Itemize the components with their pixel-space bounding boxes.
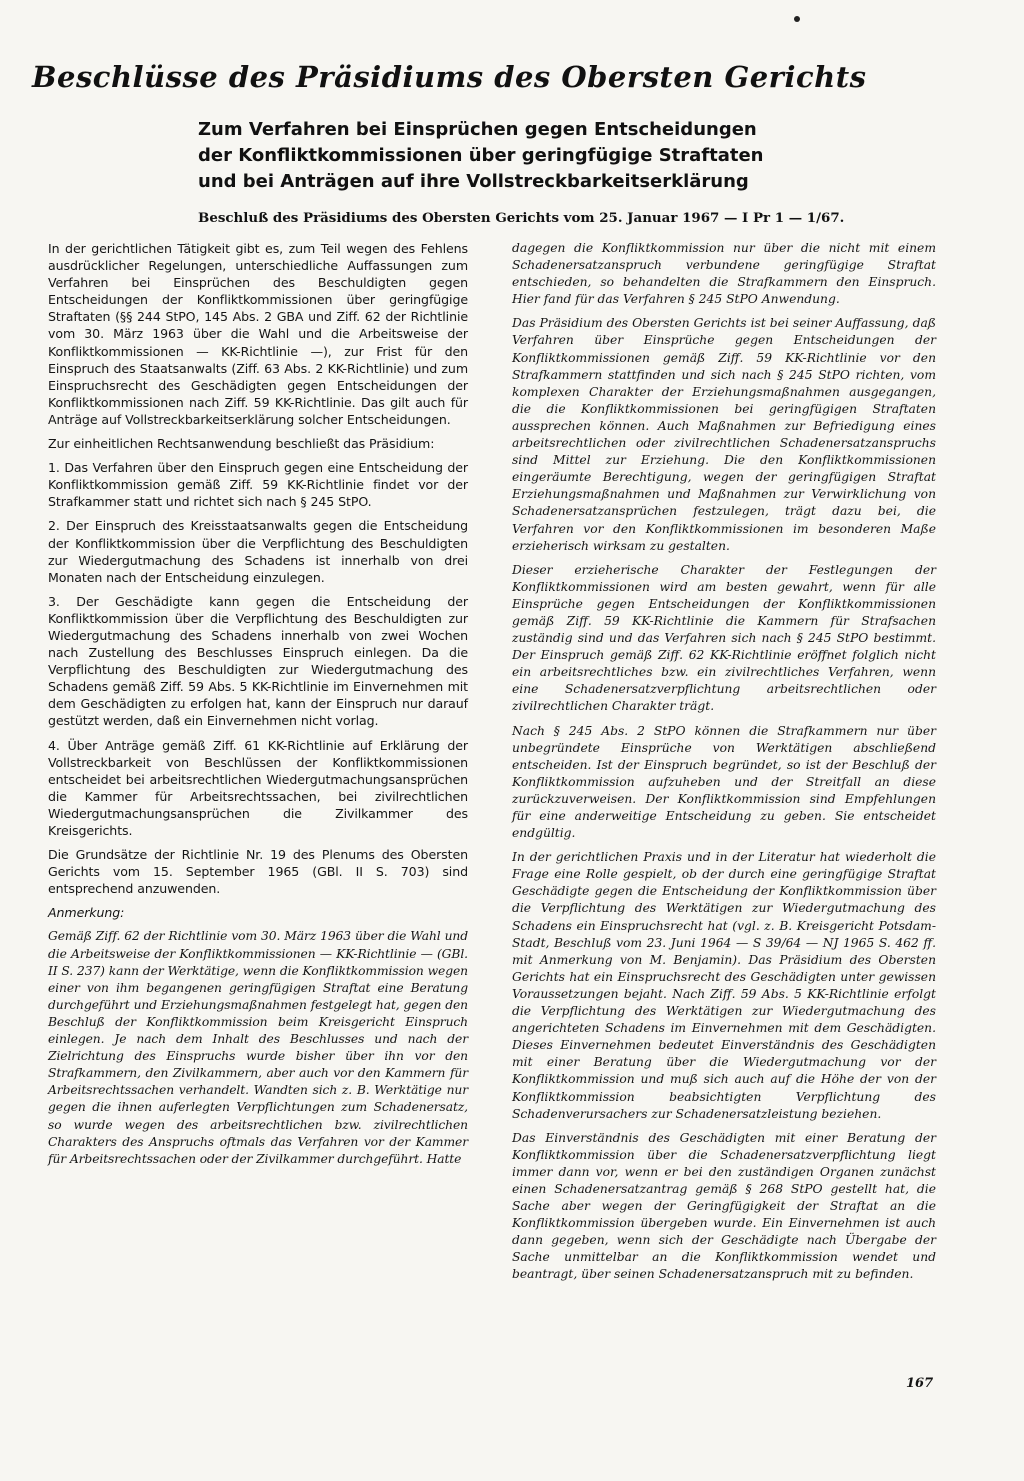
right-paragraph-2: Das Präsidium des Obersten Gerichts ist bei seiner Auffassung, daß Verfahren über Einsprüche gegen Entscheidungen der Konfliktkommissionen gemäß Ziff. 59 KK-Richtlinie vor den Strafkammern stattfinden und sich nach § 245 StPO richten, vom komplexen Charakter der Erziehungsmaßnahmen ausgegangen, die die Konfliktkommissionen bei geringfügigen Straftaten aussprechen können. Auch Maßnahmen zur Befriedigung eines arbeitsrechtlichen oder zivilrechtlichen Schadenersatzanspruchs sind Mittel zur Erziehung. Die den Konfliktkommissionen eingeräumte Berechtigung, wegen der geringfügigen Straftat Erziehungsmaßnahmen und Maßnahmen zur Verwirklichung von Schadenersatzansprüchen festzulegen, trägt dazu bei, die Verfahren vor den Konfliktkommissionen im besonderen Maße erzieherisch wirksam zu gestalten.	[512, 316, 936, 553]
right-paragraph-4: Nach § 245 Abs. 2 StPO können die Strafkammern nur über unbegründete Einsprüche von Werktätigen abschließend entscheiden. Ist der Einspruch begründet, so ist der Beschluß der Konfliktkommission aufzuheben und der Streitfall an diese zurückzuverweisen. Der Konfliktkommission sind Empfehlungen für eine anderweitige Entscheidung zu geben. Sie entscheidet endgültig.	[512, 723, 936, 841]
page-marker-dot	[794, 16, 800, 22]
paragraph-intro: In der gerichtlichen Tätigkeit gibt es, zum Teil wegen des Fehlens ausdrücklicher Regelungen, unterschiedliche Auffassungen zum Verfahren bei Einsprüchen des Beschuldigten gegen Entscheidungen der Konfliktkommissionen über geringfügige Straftaten (§§ 244 StPO, 145 Abs. 2 GBA und Ziff. 62 der Richtlinie vom 30. März 1963 über die Wahl und die Arbeitsweise der Konfliktkommissionen — KK-Richtlinie —), zur Frist für den Einspruch des Staatsanwalts (Ziff. 63 Abs. 2 KK-Richtlinie) und zum Einspruchsrecht des Geschädigten gegen Entscheidungen der Konfliktkommissionen nach Ziff. 59 KK-Richtlinie. Das gilt auch für Anträge auf Vollstreckbarkeitserklärung solcher Entscheidungen.	[48, 241, 468, 427]
note-paragraph: Gemäß Ziff. 62 der Richtlinie vom 30. März 1963 über die Wahl und die Arbeitsweise der Konfliktkommissionen — KK-Richtlinie — (GBl. II S. 237) kann der Werktätige, wenn die Konfliktkommission wegen einer von ihm begangenen geringfügigen Straftat eine Beratung durchgeführt und Erziehungsmaßnahmen festgelegt hat, gegen den Beschluß der Konfliktkommission beim Kreisgericht Einspruch einlegen. Je nach dem Inhalt des Beschlusses und nach der Zielrichtung des Einspruchs wurde bisher über ihn vor den Strafkammern, den Zivilkammern, aber auch vor den Kammern für Arbeitsrechtssachen verhandelt. Wandten sich z. B. Werktätige nur gegen die ihnen auferlegten Verpflichtungen zum Schadenersatz, so wurde wegen des arbeitsrechtlichen bzw. zivilrechtlichen Charakters des Anspruchs oftmals das Verfahren vor der Kammer für Arbeitsrechtssachen oder der Zivilkammer durchgeführt. Hatte	[48, 929, 468, 1166]
right-paragraph-6: Das Einverständnis des Geschädigten mit einer Beratung der Konfliktkommission über die Schadenersatzverpflichtung liegt immer dann vor, wenn er bei den zuständigen Organen zunächst einen Schadenersatzantrag gemäß § 268 StPO gestellt hat, die Sache aber wegen der Geringfügigkeit der Straftat an die Konfliktkommission übergeben wurde. Ein Einvernehmen ist auch dann gegeben, wenn sich der Geschädigte nach Übergabe der Sache unmittelbar an die Konfliktkommission wendet und beantragt, über seinen Schadenersatzanspruch mit zu befinden.	[512, 1130, 936, 1282]
decision-reference: Beschluß des Präsidiums des Obersten Gerichts vom 25. Januar 1967 — I Pr 1 — 1/67.	[198, 210, 845, 226]
right-column	[512, 240, 936, 1291]
page-number: 167	[906, 1376, 934, 1391]
left-column	[48, 240, 468, 1175]
headline-line-1: Zum Verfahren bei Einsprüchen gegen Entscheidungen	[198, 119, 757, 140]
paragraph-point-3: 3. Der Geschädigte kann gegen die Entscheidung der Konfliktkommission über die Verpflichtung des Beschuldigten zur Wiedergutmachung des Schadens innerhalb von zwei Wochen nach Zustellung des Beschlusses Einspruch einlegen. Da die Verpflichtung des Beschuldigten zur Wiedergutmachung des Schadens gemäß Ziff. 59 Abs. 5 KK-Richtlinie im Einvernehmen mit dem Geschädigten zu erfolgen hat, kann der Einspruch nur darauf gestützt werden, daß ein Einvernehmen nicht vorlag.	[48, 593, 468, 729]
section-title: Beschlüsse des Präsidiums des Obersten Gerichts	[32, 60, 867, 94]
note-heading: Anmerkung:	[48, 905, 125, 921]
paragraph-resolution-lead: Zur einheitlichen Rechtsanwendung beschließt das Präsidium:	[48, 436, 435, 452]
right-paragraph-5: In der gerichtlichen Praxis und in der Literatur hat wiederholt die Frage eine Rolle gespielt, ob der durch eine geringfügige Straftat Geschädigte gegen die Entscheidung der Konfliktkommission über die Verpflichtung des Werktätigen zur Wiedergutmachung des Schadens ein Einspruchsrecht hat (vgl. z. B. Kreisgericht Potsdam-Stadt, Beschluß vom 23. Juni 1964 — S 39/64 — NJ 1965 S. 462 ff. mit Anmerkung von M. Benjamin). Das Präsidium des Obersten Gerichts hat ein Einspruchsrecht des Geschädigten unter gewissen Voraussetzungen bejaht. Nach Ziff. 59 Abs. 5 KK-Richtlinie erfolgt die Verpflichtung des Werktätigen zur Wiedergutmachung des angerichteten Schadens im Einvernehmen mit dem Geschädigten. Dieses Einvernehmen bedeutet Einverständnis des Geschädigten mit einer Beratung über die Wiedergutmachung vor der Konfliktkommission und muß sich auch auf die Höhe der von der Konfliktkommission beabsichtigten Verpflichtung des Schadenverursachers zur Schadenersatzleistung beziehen.	[512, 850, 936, 1121]
paragraph-point-2: 2. Der Einspruch des Kreisstaatsanwalts gegen die Entscheidung der Konfliktkommission über die Verpflichtung des Beschuldigten zur Wiedergutmachung des Schadens ist innerhalb von drei Monaten nach der Entscheidung einzulegen.	[48, 518, 468, 585]
headline-line-2: der Konfliktkommissionen über geringfügige Straftaten	[198, 145, 764, 166]
paragraph-point-1: 1. Das Verfahren über den Einspruch gegen eine Entscheidung der Konfliktkommission gemäß Ziff. 59 KK-Richtlinie findet vor der Strafkammer statt und richtet sich nach § 245 StPO.	[48, 460, 468, 510]
paragraph-point-4: 4. Über Anträge gemäß Ziff. 61 KK-Richtlinie auf Erklärung der Vollstreckbarkeit von Beschlüssen der Konfliktkommissionen entscheidet bei arbeitsrechtlichen Wiedergutmachungsansprüchen die Kammer für Arbeitsrechtssachen, bei zivilrechtlichen Wiedergutmachungsansprüchen die Zivilkammer des Kreisgerichts.	[48, 737, 468, 838]
paragraph-principles: Die Grundsätze der Richtlinie Nr. 19 des Plenums des Obersten Gerichts vom 15. September 1965 (GBl. II S. 703) sind entsprechend anzuwenden.	[48, 847, 468, 897]
headline-line-3: und bei Anträgen auf ihre Vollstreckbarkeitserklärung	[198, 171, 749, 192]
right-paragraph-3: Dieser erzieherische Charakter der Festlegungen der Konfliktkommissionen wird am besten gewahrt, wenn für alle Einsprüche gegen Entscheidungen der Konfliktkommissionen gemäß Ziff. 59 KK-Richtlinie die Kammern für Strafsachen zuständig sind und das Verfahren sich nach § 245 StPO bestimmt. Der Einspruch gemäß Ziff. 62 KK-Richtlinie eröffnet folglich nicht ein arbeitsrechtliches bzw. ein zivilrechtliches Verfahren, wenn eine Schadenersatzverpflichtung arbeitsrechtlichen oder zivilrechtlichen Charakter trägt.	[512, 562, 936, 714]
article-headline	[198, 117, 978, 195]
right-paragraph-1: dagegen die Konfliktkommission nur über die nicht mit einem Schadenersatzanspruch verbundene geringfügige Straftat entschieden, so behandelten die Strafkammern den Einspruch. Hier fand für das Verfahren § 245 StPO Anwendung.	[512, 241, 936, 307]
